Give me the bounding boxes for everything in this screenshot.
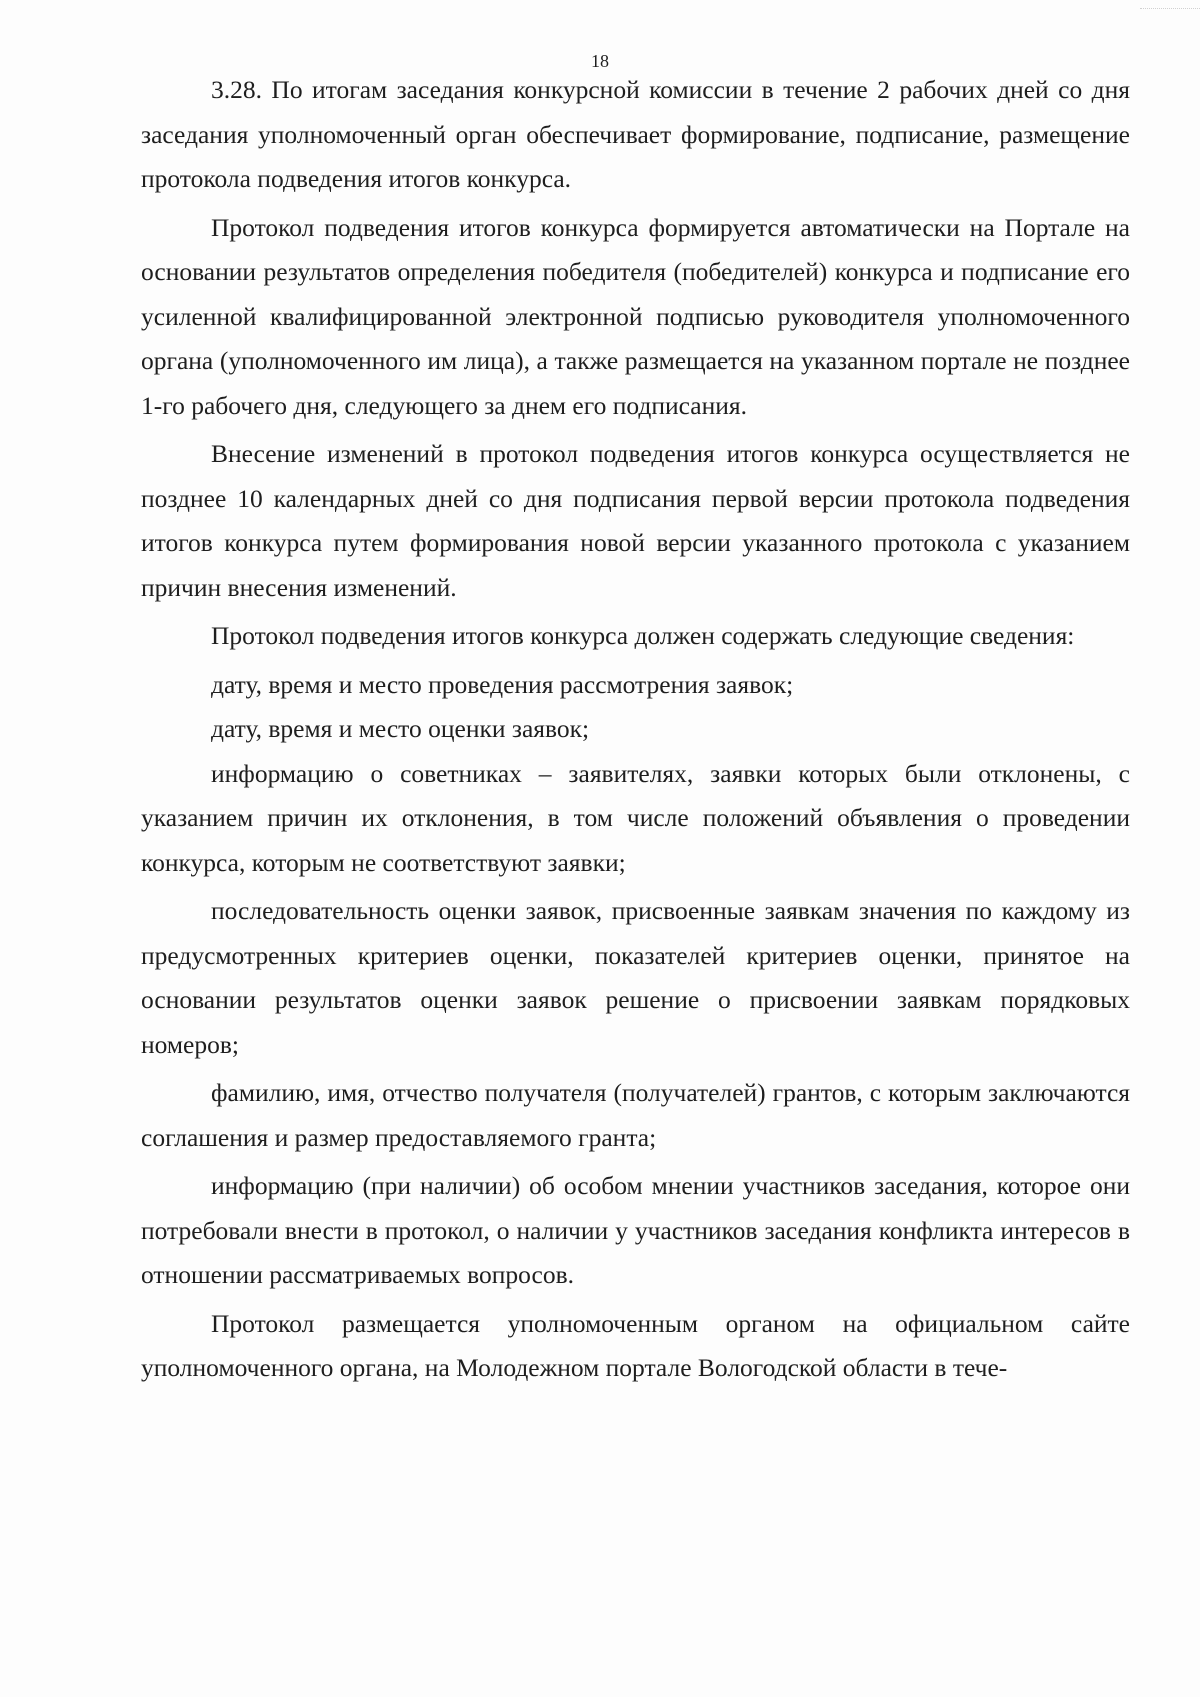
list-item-evaluation-date: дату, время и место оценки заявок;: [211, 714, 590, 743]
paragraph-3-28: 3.28. По итогам заседания конкурсной комиссии в течение 2 рабочих дней со дня заседания уполномоченный орган обеспечивает формирование, подписание, размещение протокола подведения итогов конкурса.: [141, 75, 1130, 193]
paragraph-protocol-publication: Протокол размещается уполномоченным органом на официальном сайте уполномоченного органа, на Молодежном портале Вологодской области в тече-: [141, 1308, 1130, 1382]
scan-edge-mark: [1140, 0, 1200, 9]
document-body: [141, 68, 1130, 1395]
list-item-review-date: дату, время и место проведения рассмотрения заявок;: [211, 669, 794, 699]
paragraph-protocol-changes: Внесение изменений в протокол подведения итогов конкурса осуществляется не позднее 10 календарных дней со дня подписания первой версии протокола подведения итогов конкурса путем формирования новой версии указанного протокола с указанием причин внесения изменений.: [141, 439, 1130, 602]
list-item-grant-recipients: фамилию, имя, отчество получателя (получателей) грантов, с которым заключаются соглашения и размер предоставляемого гранта;: [141, 1078, 1130, 1152]
list-item-rejected-applicants: информацию о советниках – заявителях, заявки которых были отклонены, с указанием причин их отклонения, в том числе положений объявления о проведении конкурса, которым не соответствуют заявки;: [141, 758, 1130, 877]
paragraph-protocol-formation: Протокол подведения итогов конкурса формируется автоматически на Портале на основании результатов определения победителя (победителей) конкурса и подписание его усиленной квалифицированной электронной подписью руководителя уполномоченного органа (уполномоченного им лица), а также размещается на указанном портале не позднее 1-го рабочего дня, следующего за днем его подписания.: [141, 212, 1130, 420]
list-item-special-opinion: информацию (при наличии) об особом мнении участников заседания, которое они потребовали внести в протокол, о наличии у участников заседания конфликта интересов в отношении рассматриваемых вопросов.: [141, 1171, 1130, 1289]
list-item-evaluation-order: последовательность оценки заявок, присвоенные заявкам значения по каждому из предусмотренных критериев оценки, показателей критериев оценки, принятое на основании результатов оценки заявок решение о присвоении заявкам порядковых номеров;: [141, 896, 1130, 1059]
paragraph-protocol-contents-intro: Протокол подведения итогов конкурса должен содержать следующие сведения:: [211, 621, 1075, 650]
page-number: 18: [591, 51, 609, 71]
